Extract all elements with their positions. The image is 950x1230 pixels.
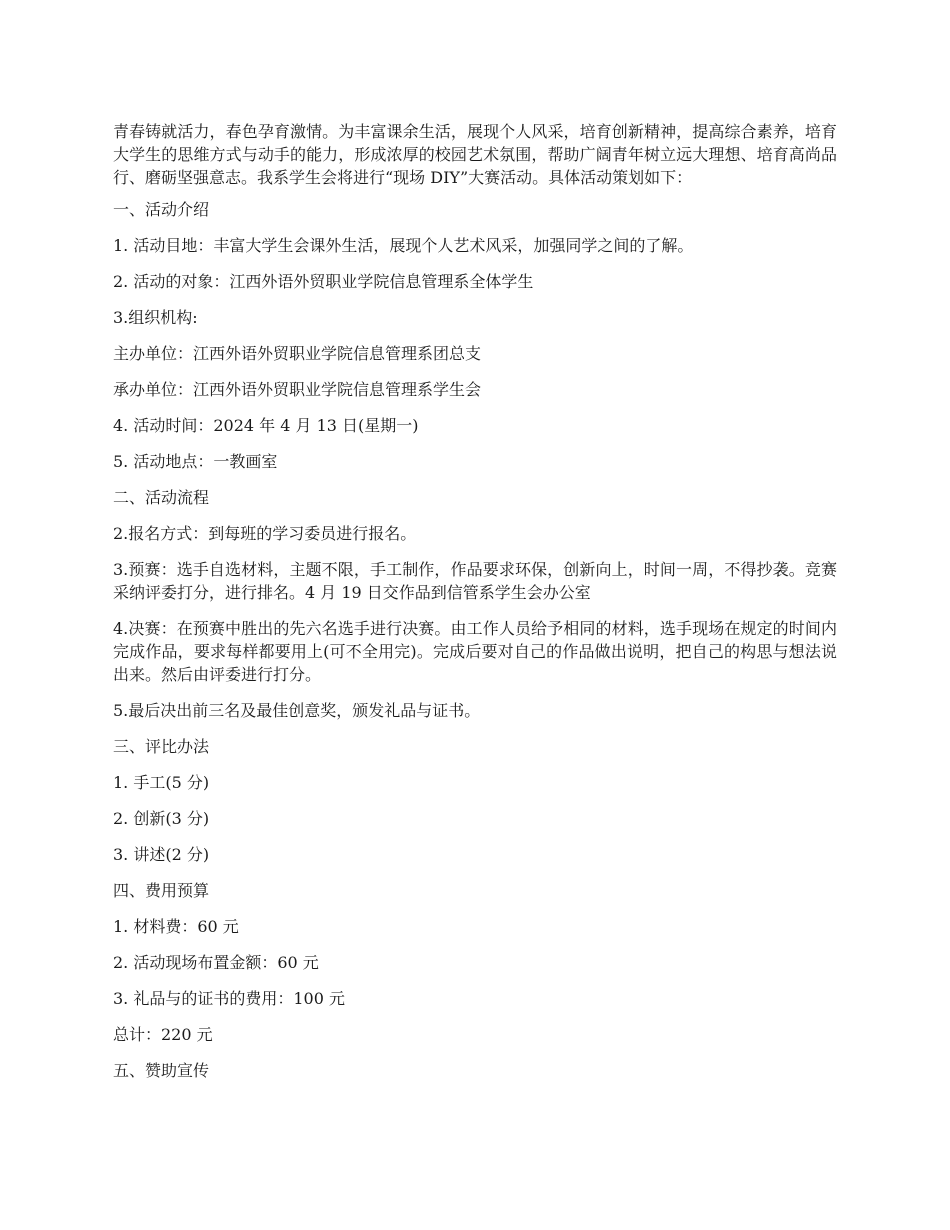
paragraph-organizer-unit: 承办单位：江西外语外贸职业学院信息管理系学生会 [113,380,482,399]
paragraph-registration: 2.报名方式：到每班的学习委员进行报名。 [113,524,417,543]
paragraph-activity-target: 2. 活动的对象：江西外语外贸职业学院信息管理系全体学生 [113,272,534,291]
section-heading-sponsorship: 五、赞助宣传 [113,1061,210,1080]
intro-paragraph: 青春铸就活力，春色孕育激情。为丰富课余生活，展现个人风采，培育创新精神，提高综合素养，培育大学生的思维方式与动手的能力，形成浓厚的校园艺术氛围，帮助广阔青年树立远大理想、培育高尚品行、磨砺坚强意志。我系学生会将进行“现场 DIY”大赛活动。具体活动策划如下： [113,122,837,187]
section-heading-evaluation: 三、评比办法 [113,737,210,756]
paragraph-criterion-innovation: 2. 创新(3 分) [113,809,210,828]
paragraph-activity-location: 5. 活动地点：一教画室 [113,452,278,471]
paragraph-awards: 5.最后决出前三名及最佳创意奖，颁发礼品与证书。 [113,701,481,720]
section-heading-budget: 四、费用预算 [113,881,210,900]
paragraph-budget-prizes: 3. 礼品与的证书的费用：100 元 [113,989,345,1008]
paragraph-host-unit: 主办单位：江西外语外贸职业学院信息管理系团总支 [113,344,482,363]
paragraph-budget-total: 总计：220 元 [113,1025,213,1044]
paragraph-criterion-handwork: 1. 手工(5 分) [113,773,210,792]
section-heading-activity-intro: 一、活动介绍 [113,200,210,219]
paragraph-budget-materials: 1. 材料费：60 元 [113,917,239,936]
paragraph-budget-venue: 2. 活动现场布置金额：60 元 [113,953,319,972]
paragraph-activity-purpose: 1. 活动目地：丰富大学生会课外生活，展现个人艺术风采，加强同学之间的了解。 [113,236,694,255]
paragraph-organization: 3.组织机构: [113,308,198,327]
paragraph-preliminary: 3.预赛：选手自选材料，主题不限，手工制作，作品要求环保，创新向上，时间一周，不得抄袭。竞赛采纳评委打分，进行排名。4 月 19 日交作品到信管系学生会办公室 [113,560,837,602]
paragraph-activity-time: 4. 活动时间：2024 年 4 月 13 日(星期一) [113,416,419,435]
paragraph-final: 4.决赛：在预赛中胜出的先六名选手进行决赛。由工作人员给予相同的材料，选手现场在规定的时间内完成作品，要求每样都要用上(可不全用完)。完成后要对自己的作品做出说明，把自己的构思与想法说出来。然后由评委进行打分。 [113,619,837,684]
section-heading-activity-process: 二、活动流程 [113,488,210,507]
document-page [113,120,837,1095]
paragraph-criterion-presentation: 3. 讲述(2 分) [113,845,210,864]
